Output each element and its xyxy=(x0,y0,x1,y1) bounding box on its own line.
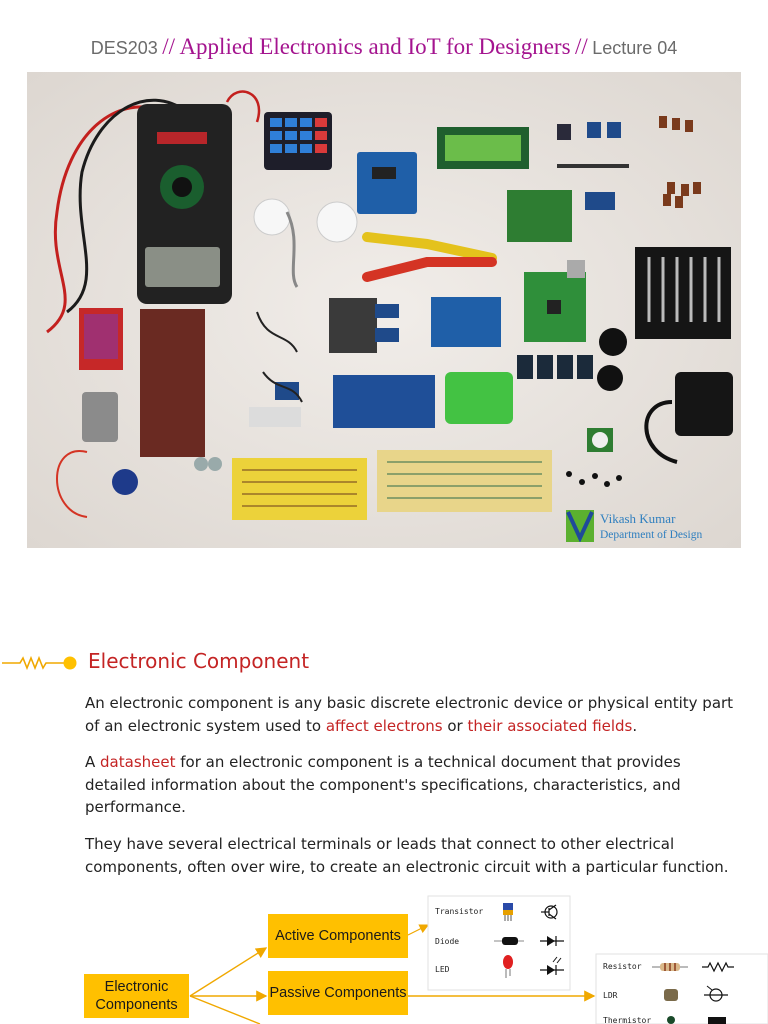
ldr-label: LDR xyxy=(603,991,618,1000)
diode-label: Diode xyxy=(435,937,460,946)
header-separator: // xyxy=(575,34,588,59)
lecture-number: Lecture 04 xyxy=(592,38,678,58)
thermistor-label: Thermistor xyxy=(603,1016,652,1024)
course-title: Applied Electronics and IoT for Designers xyxy=(179,34,571,59)
components-photo xyxy=(27,72,741,548)
resistor-label: Resistor xyxy=(603,962,642,971)
header-separator: // xyxy=(162,34,175,59)
electronic-components-box: Electronic Components xyxy=(84,974,189,1018)
highlight-affect-electrons: affect electrons xyxy=(325,716,443,735)
passive-components-box: Passive Components xyxy=(268,971,408,1015)
paragraph-terminals: They have several electrical terminals or leads that connect to other electrical components, often over wire, to create an electronic circuit with a particular function. xyxy=(85,835,729,876)
course-code: DES203 xyxy=(90,38,158,58)
credit-department: Department of Design xyxy=(600,529,703,541)
section-title: Electronic Component xyxy=(88,649,310,673)
credit-name: Vikash Kumar xyxy=(600,511,676,526)
paragraph-definition: An electronic component is any basic discrete electronic device or physical entity part of an electronic system used to affect electrons or their associated fields. xyxy=(85,694,734,735)
active-components-box: Active Components xyxy=(268,914,408,958)
led-label: LED xyxy=(435,965,450,974)
slide-header xyxy=(0,34,768,60)
highlight-datasheet: datasheet xyxy=(100,753,176,771)
highlight-associated-fields: their associated fields xyxy=(467,716,633,735)
institute-logo-icon xyxy=(566,510,594,542)
transistor-label: Transistor xyxy=(435,907,484,916)
components-diagram xyxy=(0,890,768,1024)
paragraph-datasheet: A datasheet for an electronic component is a technical document that provides detailed information about the component's specifications, characteristics, and performance. xyxy=(85,753,681,816)
resistor-bullet-icon xyxy=(2,653,78,673)
